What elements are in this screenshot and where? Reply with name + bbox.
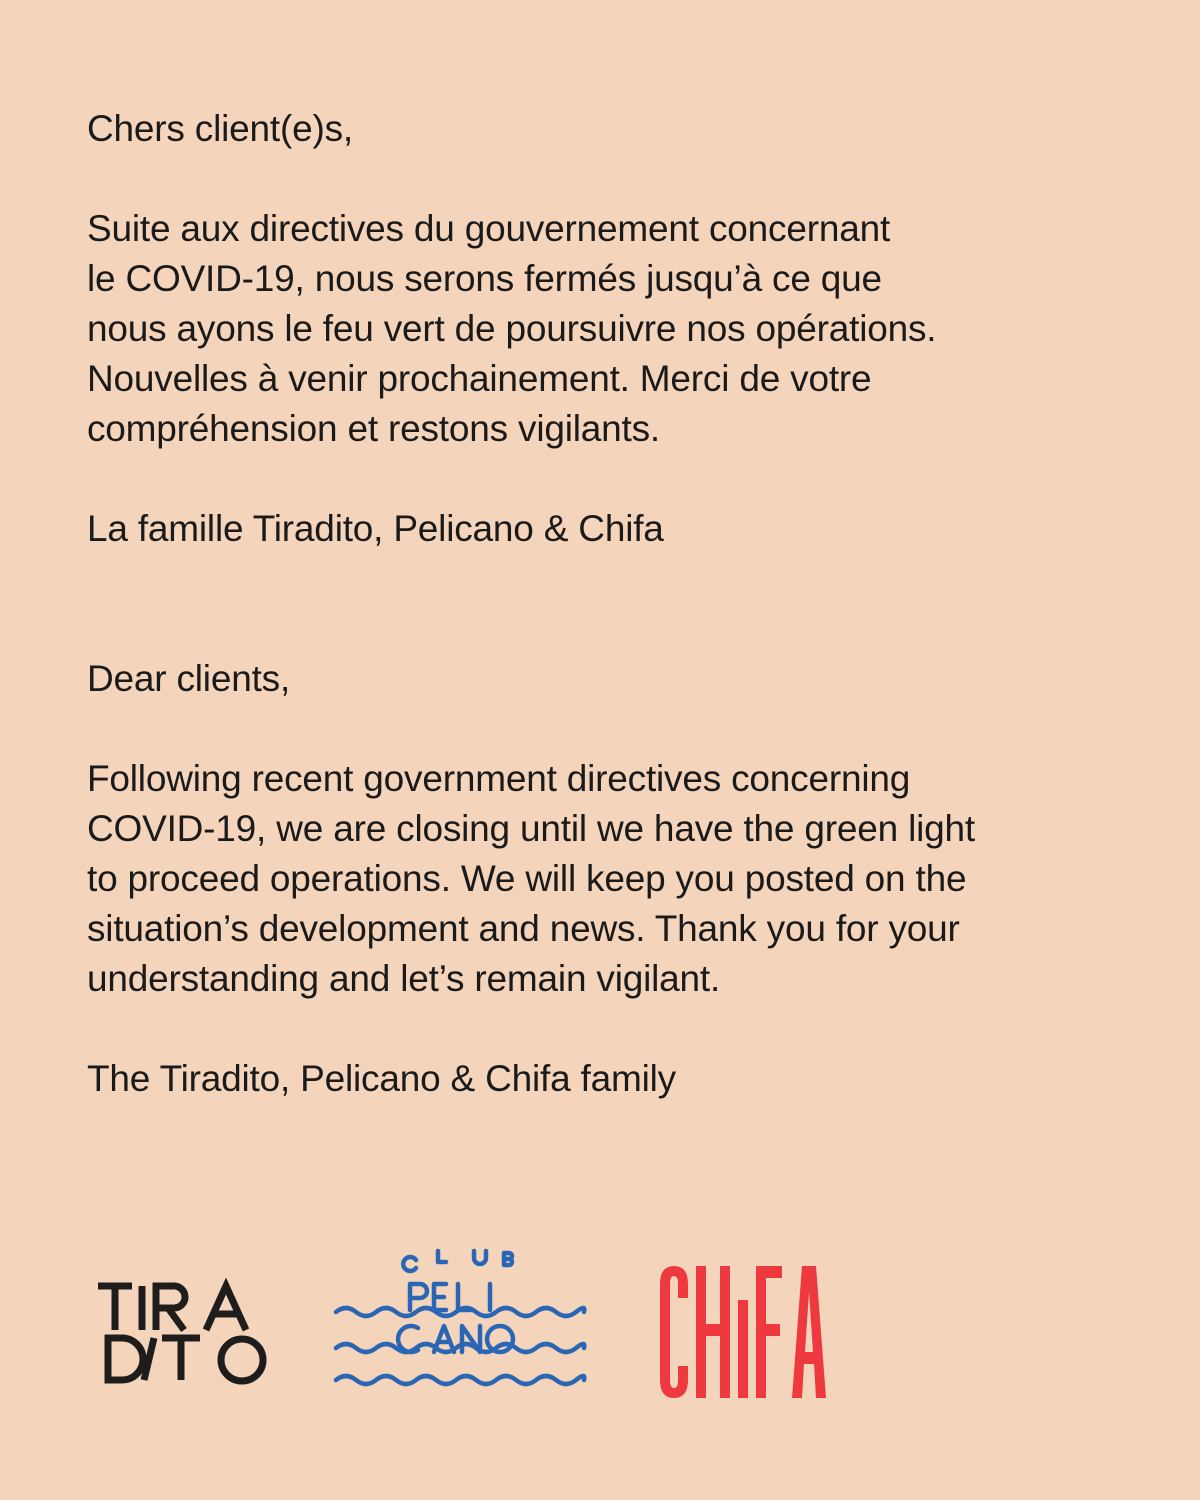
spacer [87, 554, 1147, 654]
english-line: to proceed operations. We will keep you posted on the [87, 858, 967, 899]
french-line: le COVID-19, nous serons fermés jusqu’à ce que [87, 258, 882, 299]
spacer [87, 454, 1147, 504]
french-signature: La famille Tiradito, Pelicano & Chifa [87, 508, 664, 549]
english-line: situation’s development and news. Thank you for your [87, 908, 960, 949]
chifa-logo-mark [660, 1266, 826, 1398]
notice-text [87, 104, 1147, 1104]
spacer [87, 704, 1147, 754]
spacer [87, 154, 1147, 204]
tiradito-logo-mark [98, 1286, 263, 1381]
chifa-logo [656, 1264, 832, 1402]
club-pelicano-logo [334, 1248, 586, 1390]
spacer [87, 1004, 1147, 1054]
english-signature: The Tiradito, Pelicano & Chifa family [87, 1058, 676, 1099]
english-line: understanding and let’s remain vigilant. [87, 958, 721, 999]
french-line: nous ayons le feu vert de poursuivre nos opérations. [87, 308, 937, 349]
english-greeting: Dear clients, [87, 658, 291, 699]
french-greeting: Chers client(e)s, [87, 108, 353, 149]
tiradito-logo [96, 1280, 276, 1390]
french-line: compréhension et restons vigilants. [87, 408, 660, 449]
english-line: COVID-19, we are closing until we have the green light [87, 808, 975, 849]
french-line: Nouvelles à venir prochainement. Merci de votre [87, 358, 872, 399]
french-line: Suite aux directives du gouvernement concernant [87, 208, 891, 249]
english-line: Following recent government directives concerning [87, 758, 911, 799]
